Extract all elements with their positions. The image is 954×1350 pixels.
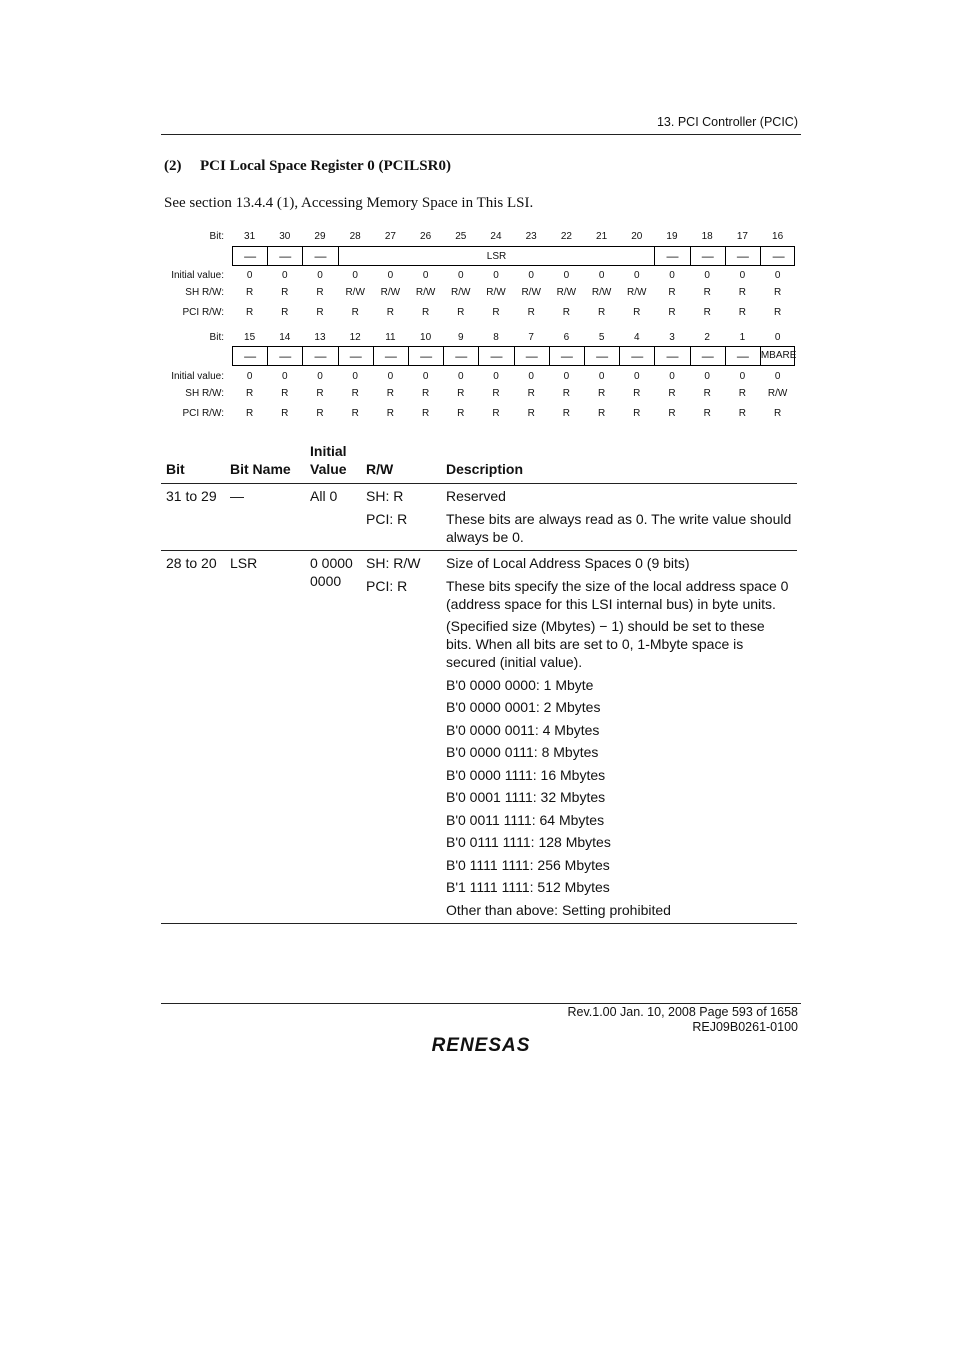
bit-cell: R xyxy=(386,388,394,399)
bit-cell: R xyxy=(492,388,500,399)
cell-rw xyxy=(361,484,441,551)
bit-cell: 0 xyxy=(387,371,394,382)
pci-label-upper: PCI R/W: xyxy=(182,307,224,318)
header-bit-name: Bit Name xyxy=(230,461,291,477)
initial-label-lower: Initial value: xyxy=(171,371,224,382)
bit-cell: R/W xyxy=(451,287,471,298)
header-initial-value xyxy=(305,442,361,484)
bit-cell: 0 xyxy=(598,270,605,281)
bit-cell: 0 xyxy=(422,270,429,281)
bit-cell: 0 xyxy=(458,270,464,281)
bit-cell: R xyxy=(703,287,711,298)
header-rw: R/W xyxy=(366,461,394,477)
bit-cell: R xyxy=(738,287,746,298)
bit-cell: 0 xyxy=(246,371,253,382)
reserved-field: — xyxy=(550,347,585,365)
bit-cell: R xyxy=(668,408,676,419)
description-line: B'0 0000 0001: 2 Mbytes xyxy=(446,699,601,715)
row-group-bits-31-29 xyxy=(161,484,797,551)
bit-cell: R xyxy=(492,408,500,419)
bit-cell: 10 xyxy=(420,332,432,343)
bit-cell: R xyxy=(245,307,254,318)
bit-cell: R xyxy=(457,307,465,318)
bit-cell: 20 xyxy=(631,231,643,242)
pci-label-lower: PCI R/W: xyxy=(182,408,224,419)
header-bit: Bit xyxy=(166,461,185,477)
bit-cell: 7 xyxy=(528,332,534,343)
bit-cell: R xyxy=(562,408,570,419)
sh-label-lower: SH R/W: xyxy=(185,388,224,399)
bit-label-lower: Bit: xyxy=(209,332,224,343)
bit-cell: R xyxy=(281,408,289,419)
bit-cell: 3 xyxy=(669,332,675,343)
bit-cell: R xyxy=(597,307,606,318)
bit-cell: 0 xyxy=(669,270,675,281)
bit-cell: 25 xyxy=(455,231,467,242)
bit-cell: 0 xyxy=(669,371,675,382)
table-header-row xyxy=(161,442,797,484)
bit-cell: R/W xyxy=(556,287,577,298)
bit-cell: 0 xyxy=(317,371,323,382)
description-line: B'0 0000 0111: 8 Mbytes xyxy=(446,744,599,760)
bit-cell: R xyxy=(421,307,430,318)
field-lsr: LSR xyxy=(339,247,656,265)
bit-label-upper: Bit: xyxy=(209,231,224,242)
bit-cell: R xyxy=(738,388,746,399)
bit-cell: 16 xyxy=(772,231,784,242)
reserved-field: — xyxy=(655,247,690,265)
bit-cell: 0 xyxy=(352,270,358,281)
bit-cell: R/W xyxy=(345,287,365,298)
bit-cell: 13 xyxy=(314,332,326,343)
footer-revision xyxy=(160,1005,798,1035)
reserved-field: — xyxy=(374,347,409,365)
reserved-field: — xyxy=(726,347,761,365)
section-reference: See section 13.4.4 (1), Accessing Memory Space in This LSI. xyxy=(164,195,534,211)
renesas-logo-image xyxy=(420,1033,542,1055)
cell-description xyxy=(441,484,797,551)
reserved-field: — xyxy=(409,347,444,365)
bit-cell: 0 xyxy=(422,371,429,382)
bit-cell: 27 xyxy=(384,231,396,242)
description-line: B'0 0000 0011: 4 Mbytes xyxy=(446,721,600,738)
bit-cell: 0 xyxy=(282,270,288,281)
bit-cell: 11 xyxy=(385,332,396,343)
bit-cell: R xyxy=(316,307,324,318)
register-fields-lower xyxy=(232,346,795,366)
footer-line1: Rev.1.00 Jan. 10, 2008 Page 593 of 1658 xyxy=(567,1005,798,1019)
bit-cell: 12 xyxy=(349,332,361,343)
bit-cell: 0 xyxy=(246,270,253,281)
bit-cell: R xyxy=(668,287,676,298)
section-number: (2) xyxy=(164,158,182,174)
bit-cell: R xyxy=(738,307,746,318)
bit-cell: R xyxy=(633,307,641,318)
bit-cell: 0 xyxy=(528,270,534,281)
section-title-text: PCI Local Space Register 0 (PCILSR0) xyxy=(200,158,451,174)
bit-cell: R xyxy=(351,408,359,419)
header-rule xyxy=(161,134,801,135)
bit-cell: 24 xyxy=(490,231,502,242)
bit-cell: 0 xyxy=(704,270,710,281)
bit-cell: 9 xyxy=(458,332,464,343)
reserved-field: — xyxy=(655,347,690,365)
bit-cell: 0 xyxy=(317,270,323,281)
field-mbare-line1: MBA xyxy=(760,350,783,361)
bit-cell: R/W xyxy=(380,287,401,298)
bit-cell: 26 xyxy=(420,231,432,242)
bit-cell: R xyxy=(703,307,711,318)
description-line: B'1 1111 1111: 512 Mbytes xyxy=(446,879,610,895)
bit-cell: R xyxy=(668,388,676,399)
bit-cell: R xyxy=(703,388,711,399)
bit-cell: R xyxy=(738,408,746,419)
bit-cell: R xyxy=(245,287,254,298)
bit-cell: 29 xyxy=(314,231,326,242)
register-fields-upper xyxy=(232,246,795,266)
description-line: These bits specify the size of the local address space 0 (address space for this LSI internal bus) in byte units. xyxy=(446,577,789,612)
bit-cell: 0 xyxy=(774,270,781,281)
description-line: B'0 0000 1111: 16 Mbytes xyxy=(446,766,606,783)
description-line: B'0 0001 1111: 32 Mbytes xyxy=(446,789,606,805)
bit-cell: 22 xyxy=(560,231,572,242)
reserved-field: — xyxy=(479,347,514,365)
bit-cell: R xyxy=(562,307,570,318)
bit-cell: R xyxy=(281,307,289,318)
reserved-field: — xyxy=(772,249,785,263)
bit-cell: R xyxy=(668,307,676,318)
cell-bit-name: LSR xyxy=(230,555,258,571)
cell-bit-name: — xyxy=(230,488,244,504)
reserved-field: — xyxy=(339,347,374,365)
description-line: Reserved xyxy=(446,488,506,504)
bit-cell: R xyxy=(386,307,394,318)
bit-cell: 0 xyxy=(387,270,394,281)
bit-cell: 15 xyxy=(244,332,256,343)
field-mbare-line2: RE xyxy=(782,350,797,361)
bit-cell: 0 xyxy=(704,371,710,382)
bit-cell: R xyxy=(421,388,430,399)
bit-cell: R xyxy=(633,388,641,399)
bit-cell: R xyxy=(773,287,782,298)
bit-cell: 17 xyxy=(736,231,748,242)
description-line: These bits are always read as 0. The write value should always be 0. xyxy=(446,510,792,545)
bit-cell: 0 xyxy=(598,371,605,382)
bit-cell: 6 xyxy=(563,332,570,343)
running-header: 13. PCI Controller (PCIC) xyxy=(656,115,798,129)
reserved-field: — xyxy=(233,347,268,365)
bit-cell: R xyxy=(351,388,359,399)
bit-cell: 0 xyxy=(493,371,499,382)
rw-pci: PCI: R xyxy=(366,577,408,594)
bit-cell: R/W xyxy=(521,287,541,298)
bit-cell: R xyxy=(527,307,535,318)
rw-sh: SH: R xyxy=(366,488,404,504)
bit-cell: R xyxy=(457,388,465,399)
bit-cell: 31 xyxy=(244,231,256,242)
reserved-field: — xyxy=(268,247,303,265)
logo-text: RENESAS xyxy=(431,1035,531,1055)
bit-cell: 1 xyxy=(739,332,746,343)
bit-cell: R xyxy=(457,408,465,419)
initial-label-upper: Initial value: xyxy=(171,270,224,281)
bit-cell: 8 xyxy=(493,332,499,343)
description-line: Size of Local Address Spaces 0 (9 bits) xyxy=(446,555,690,571)
bit-cell: 0 xyxy=(739,371,746,382)
bit-cell: 23 xyxy=(525,231,537,242)
description-line: Other than above: Setting prohibited xyxy=(446,901,671,918)
bit-cell: R/W xyxy=(415,287,436,298)
cell-description xyxy=(441,551,797,924)
footer-line2: REJ09B0261-0100 xyxy=(692,1020,798,1034)
reserved-field: — xyxy=(515,347,550,365)
header-description: Description xyxy=(446,461,524,477)
cell-bit: 31 to 29 xyxy=(166,488,217,504)
bit-cell: 0 xyxy=(774,332,781,343)
bit-cell: R xyxy=(245,388,254,399)
renesas-logo xyxy=(420,1033,542,1060)
table-row xyxy=(161,551,797,924)
bit-cell: R xyxy=(633,408,641,419)
row-group-bits-28-20 xyxy=(161,551,797,924)
bit-cell: R xyxy=(281,388,289,399)
reserved-field: — xyxy=(585,347,620,365)
bit-cell: R xyxy=(316,408,324,419)
cell-initial: All 0 xyxy=(310,488,338,504)
bit-cell: 5 xyxy=(598,332,605,343)
reserved-field: — xyxy=(726,247,761,265)
bit-cell: 19 xyxy=(666,231,678,242)
bit-cell: 18 xyxy=(701,231,713,242)
rw-sh: SH: R/W xyxy=(366,555,421,571)
bit-cell: R xyxy=(562,388,570,399)
bit-cell: 14 xyxy=(279,332,291,343)
reserved-field: — xyxy=(620,347,655,365)
description-line: B'0 0000 0000: 1 Mbyte xyxy=(446,676,594,693)
bit-cell: 0 xyxy=(282,371,288,382)
bit-cell: R xyxy=(281,287,289,298)
bit-cell: 0 xyxy=(352,371,358,382)
cell-bit: 28 to 20 xyxy=(166,555,217,571)
bit-cell: R/W xyxy=(486,287,506,298)
bit-cell: 0 xyxy=(528,371,534,382)
bit-cell: R xyxy=(316,287,324,298)
bit-cell: R xyxy=(316,388,324,399)
bit-cell: R xyxy=(245,408,254,419)
bit-cell: 30 xyxy=(279,231,291,242)
reserved-field: — xyxy=(691,347,726,365)
reserved-field: — xyxy=(303,247,338,265)
header-initial-line1: Initial xyxy=(310,443,347,459)
bit-cell: 0 xyxy=(634,371,640,382)
bit-cell: R xyxy=(492,307,500,318)
description-line: B'0 1111 1111: 256 Mbytes xyxy=(446,856,610,873)
bit-cell: 0 xyxy=(563,270,570,281)
bit-cell: R xyxy=(703,408,711,419)
field-mbare xyxy=(761,347,796,365)
reserved-field: — xyxy=(691,247,726,265)
bit-cell: R xyxy=(527,388,535,399)
header-initial-line2: Value xyxy=(310,461,347,477)
section-title xyxy=(164,158,451,175)
bit-cell: 0 xyxy=(634,270,640,281)
bit-cell: R xyxy=(527,408,535,419)
reserved-field: — xyxy=(268,347,303,365)
bit-description-table xyxy=(161,442,797,924)
bit-cell: 28 xyxy=(349,231,361,242)
reserved-field: — xyxy=(233,247,268,265)
description-line: B'0 0011 1111: 64 Mbytes xyxy=(446,811,605,828)
cell-initial: 0 0000 0000 xyxy=(310,555,353,589)
table-row xyxy=(161,484,797,551)
bit-cell: R/W xyxy=(627,287,647,298)
bit-cell: R xyxy=(597,408,606,419)
bit-cell: R xyxy=(773,307,782,318)
bit-cell: 21 xyxy=(596,231,608,242)
description-line: (Specified size (Mbytes) − 1) should be set to these bits. When all bits are set to 0, 1-Mbyte space is secured (initial value). xyxy=(446,618,765,670)
bit-cell: 2 xyxy=(704,332,710,343)
reserved-field: — xyxy=(303,347,338,365)
bit-cell: R/W xyxy=(591,287,612,298)
bit-cell: R xyxy=(351,307,359,318)
bit-cell: 0 xyxy=(563,371,570,382)
bit-cell: 4 xyxy=(634,332,640,343)
footer-rule xyxy=(161,1003,801,1004)
bit-cell: 0 xyxy=(458,371,464,382)
bit-cell: R xyxy=(773,408,782,419)
cell-rw xyxy=(361,551,441,924)
bit-cell: R xyxy=(597,388,606,399)
bit-cell: 0 xyxy=(774,371,781,382)
sh-label-upper: SH R/W: xyxy=(185,287,224,298)
rw-pci: PCI: R xyxy=(366,510,408,527)
bit-cell: 0 xyxy=(739,270,746,281)
bit-cell: R xyxy=(421,408,430,419)
bit-cell: R xyxy=(386,408,394,419)
description-line: B'0 0111 1111: 128 Mbytes xyxy=(446,834,611,850)
bit-cell: R/W xyxy=(767,388,788,399)
reserved-field: — xyxy=(444,347,479,365)
bit-cell: 0 xyxy=(493,270,499,281)
